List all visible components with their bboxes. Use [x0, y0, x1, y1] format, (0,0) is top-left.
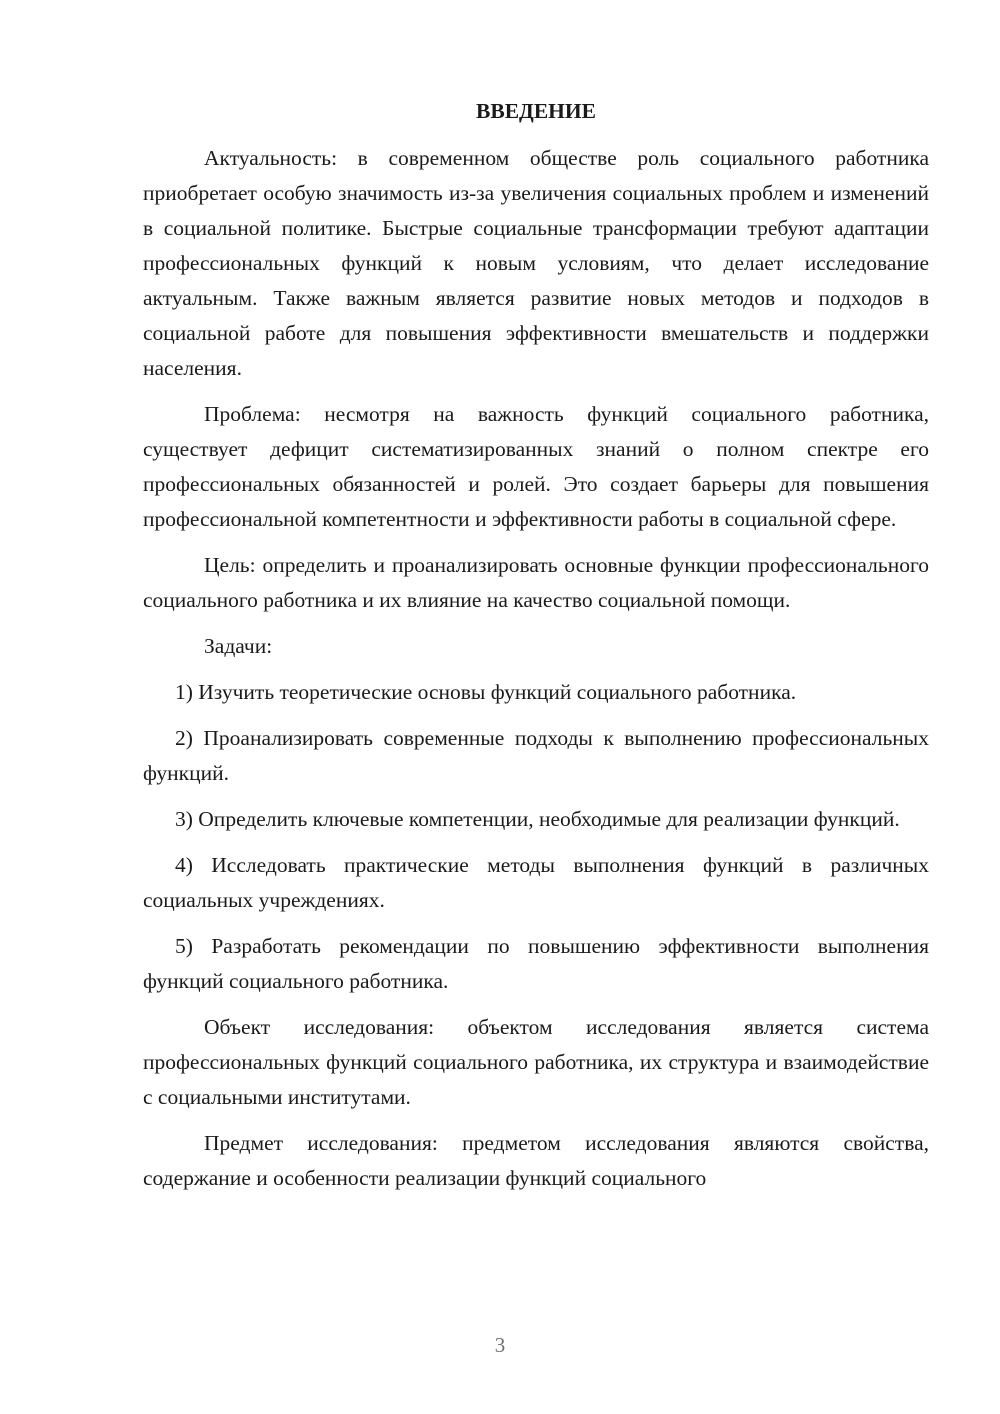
task-item-4: 4) Исследовать практические методы выполнения функций в различных социальных учреждениях.: [143, 853, 929, 912]
page-number: 3: [494, 1333, 506, 1357]
task-item-2: 2) Проанализировать современные подходы к выполнению профессиональных функций.: [143, 726, 929, 785]
paragraph-problem: Проблема: несмотря на важность функций социального работника, существует дефицит систематизированных знаний о полном спектре его профессиональных обязанностей и ролей. Это создает барьеры для повышения профессиональной компетентности и эффективности работы в социальной сфере.: [143, 402, 929, 531]
paragraph-object: Объект исследования: объектом исследования является система профессиональных функций социального работника, их структура и взаимодействие с социальными институтами.: [143, 1015, 929, 1109]
tasks-heading: Задачи:: [204, 634, 273, 658]
task-item-5: 5) Разработать рекомендации по повышению эффективности выполнения функций социального работника.: [143, 934, 929, 993]
page-title: ВВЕДЕНИЕ: [476, 99, 596, 123]
paragraph-goal: Цель: определить и проанализировать основные функции профессионального социального работника и их влияние на качество социальной помощи.: [143, 553, 929, 612]
paragraph-relevance: Актуальность: в современном обществе роль социального работника приобретает особую значимость из-за увеличения социальных проблем и изменений в социальной политике. Быстрые социальные трансформации требуют адаптации профессиональных функций к новым условиям, что делает исследование актуальным. Также важным является развитие новых методов и подходов в социальной работе для повышения эффективности вмешательств и поддержки населения.: [143, 146, 929, 380]
task-item-1: 1) Изучить теоретические основы функций социального работника.: [175, 680, 797, 704]
task-item-3: 3) Определить ключевые компетенции, необходимые для реализации функций.: [175, 807, 900, 831]
paragraph-subject: Предмет исследования: предметом исследования являются свойства, содержание и особенности реализации функций социального: [143, 1131, 929, 1190]
page-body: [143, 94, 929, 1207]
